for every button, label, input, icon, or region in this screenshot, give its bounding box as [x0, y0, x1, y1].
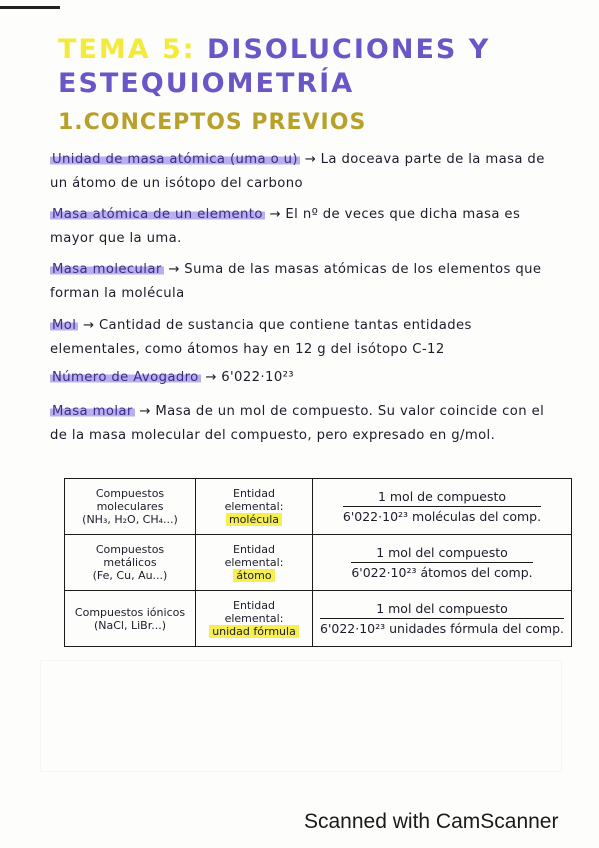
fraction-denominator: 6'022·10²³ unidades fórmula del comp. [320, 621, 564, 636]
conversion-cell [313, 535, 572, 591]
conversion-fraction [351, 545, 532, 580]
definition-molar-mass [50, 400, 560, 448]
conversion-cell [313, 479, 572, 535]
entity-cell [196, 479, 313, 535]
fraction-denominator: 6'022·10²³ átomos del comp. [351, 565, 533, 580]
section-heading: 1.CONCEPTOS PREVIOS [58, 110, 367, 135]
definition-term: Masa atómica de un elemento [52, 207, 263, 222]
entity-cell [196, 535, 313, 591]
entity-cell [196, 591, 313, 647]
table-row [65, 479, 572, 535]
definition-text: → Cantidad de sustancia que contiene tantas entidades elementales, como átomos hay en 12 g del isótopo C-12 [50, 318, 472, 357]
compound-type: Compuestos metálicos [95, 543, 165, 569]
entity-label: Entidad elemental: [224, 487, 284, 513]
definition-uma [50, 148, 560, 196]
definition-term: Unidad de masa atómica (uma o u) [52, 152, 298, 167]
definition-text: → 6'022·10²³ [205, 370, 294, 385]
title-line-1 [58, 34, 490, 65]
entity-value: unidad fórmula [209, 625, 299, 638]
title-topic: TEMA 5: [58, 34, 196, 65]
definition-term: Mol [52, 318, 77, 333]
entity-value: molécula [226, 513, 282, 526]
bleed-through-area [40, 660, 562, 772]
fraction-numerator: 1 mol del compuesto [351, 545, 532, 563]
compound-cell [65, 591, 196, 647]
definition-avogadro [50, 366, 560, 390]
definition-text: → Suma de las masas atómicas de los elementos que forman la molécula [50, 262, 542, 301]
definition-molecular-mass [50, 258, 560, 306]
table-row [65, 535, 572, 591]
table-row [65, 591, 572, 647]
corner-mark [0, 6, 60, 9]
definition-text: → La doceava parte de la masa de un átomo de un isótopo del carbono [50, 152, 545, 191]
title-line-2: ESTEQUIOMETRÍA [58, 68, 355, 99]
conversion-fraction [343, 489, 541, 524]
compound-examples: (NaCl, LiBr...) [93, 618, 166, 632]
fraction-numerator: 1 mol del compuesto [320, 601, 564, 619]
definition-text: → Masa de un mol de compuesto. Su valor coincide con el de la masa molecular del compuesto, pero expresado en g/mol. [50, 404, 545, 443]
definition-term: Masa molecular [52, 262, 162, 277]
camscanner-watermark: Scanned with CamScanner [304, 810, 559, 833]
compound-type: Compuestos moleculares [95, 487, 165, 513]
compound-examples: (NH₃, H₂O, CH₄...) [82, 513, 178, 526]
compound-cell [65, 479, 196, 535]
definition-term: Número de Avogadro [52, 370, 199, 385]
conversion-cell [313, 591, 572, 647]
fraction-denominator: 6'022·10²³ moléculas del comp. [342, 509, 542, 524]
compound-cell [65, 535, 196, 591]
entity-label: Entidad elemental: [224, 599, 284, 625]
entity-value: átomo [233, 569, 274, 582]
fraction-numerator: 1 mol de compuesto [343, 489, 541, 507]
compound-examples: (Fe, Cu, Au...) [92, 569, 168, 582]
compound-type: Compuestos iónicos [74, 605, 186, 619]
definition-mol [50, 314, 560, 362]
definition-atomic-mass [50, 203, 560, 251]
conversion-fraction [320, 601, 564, 636]
entity-label: Entidad elemental: [224, 543, 284, 569]
definition-text: → El nº de veces que dicha masa es mayor que la uma. [50, 207, 521, 246]
title-subject: DISOLUCIONES Y [207, 34, 491, 65]
compound-table [64, 478, 572, 647]
definition-term: Masa molar [52, 404, 133, 419]
